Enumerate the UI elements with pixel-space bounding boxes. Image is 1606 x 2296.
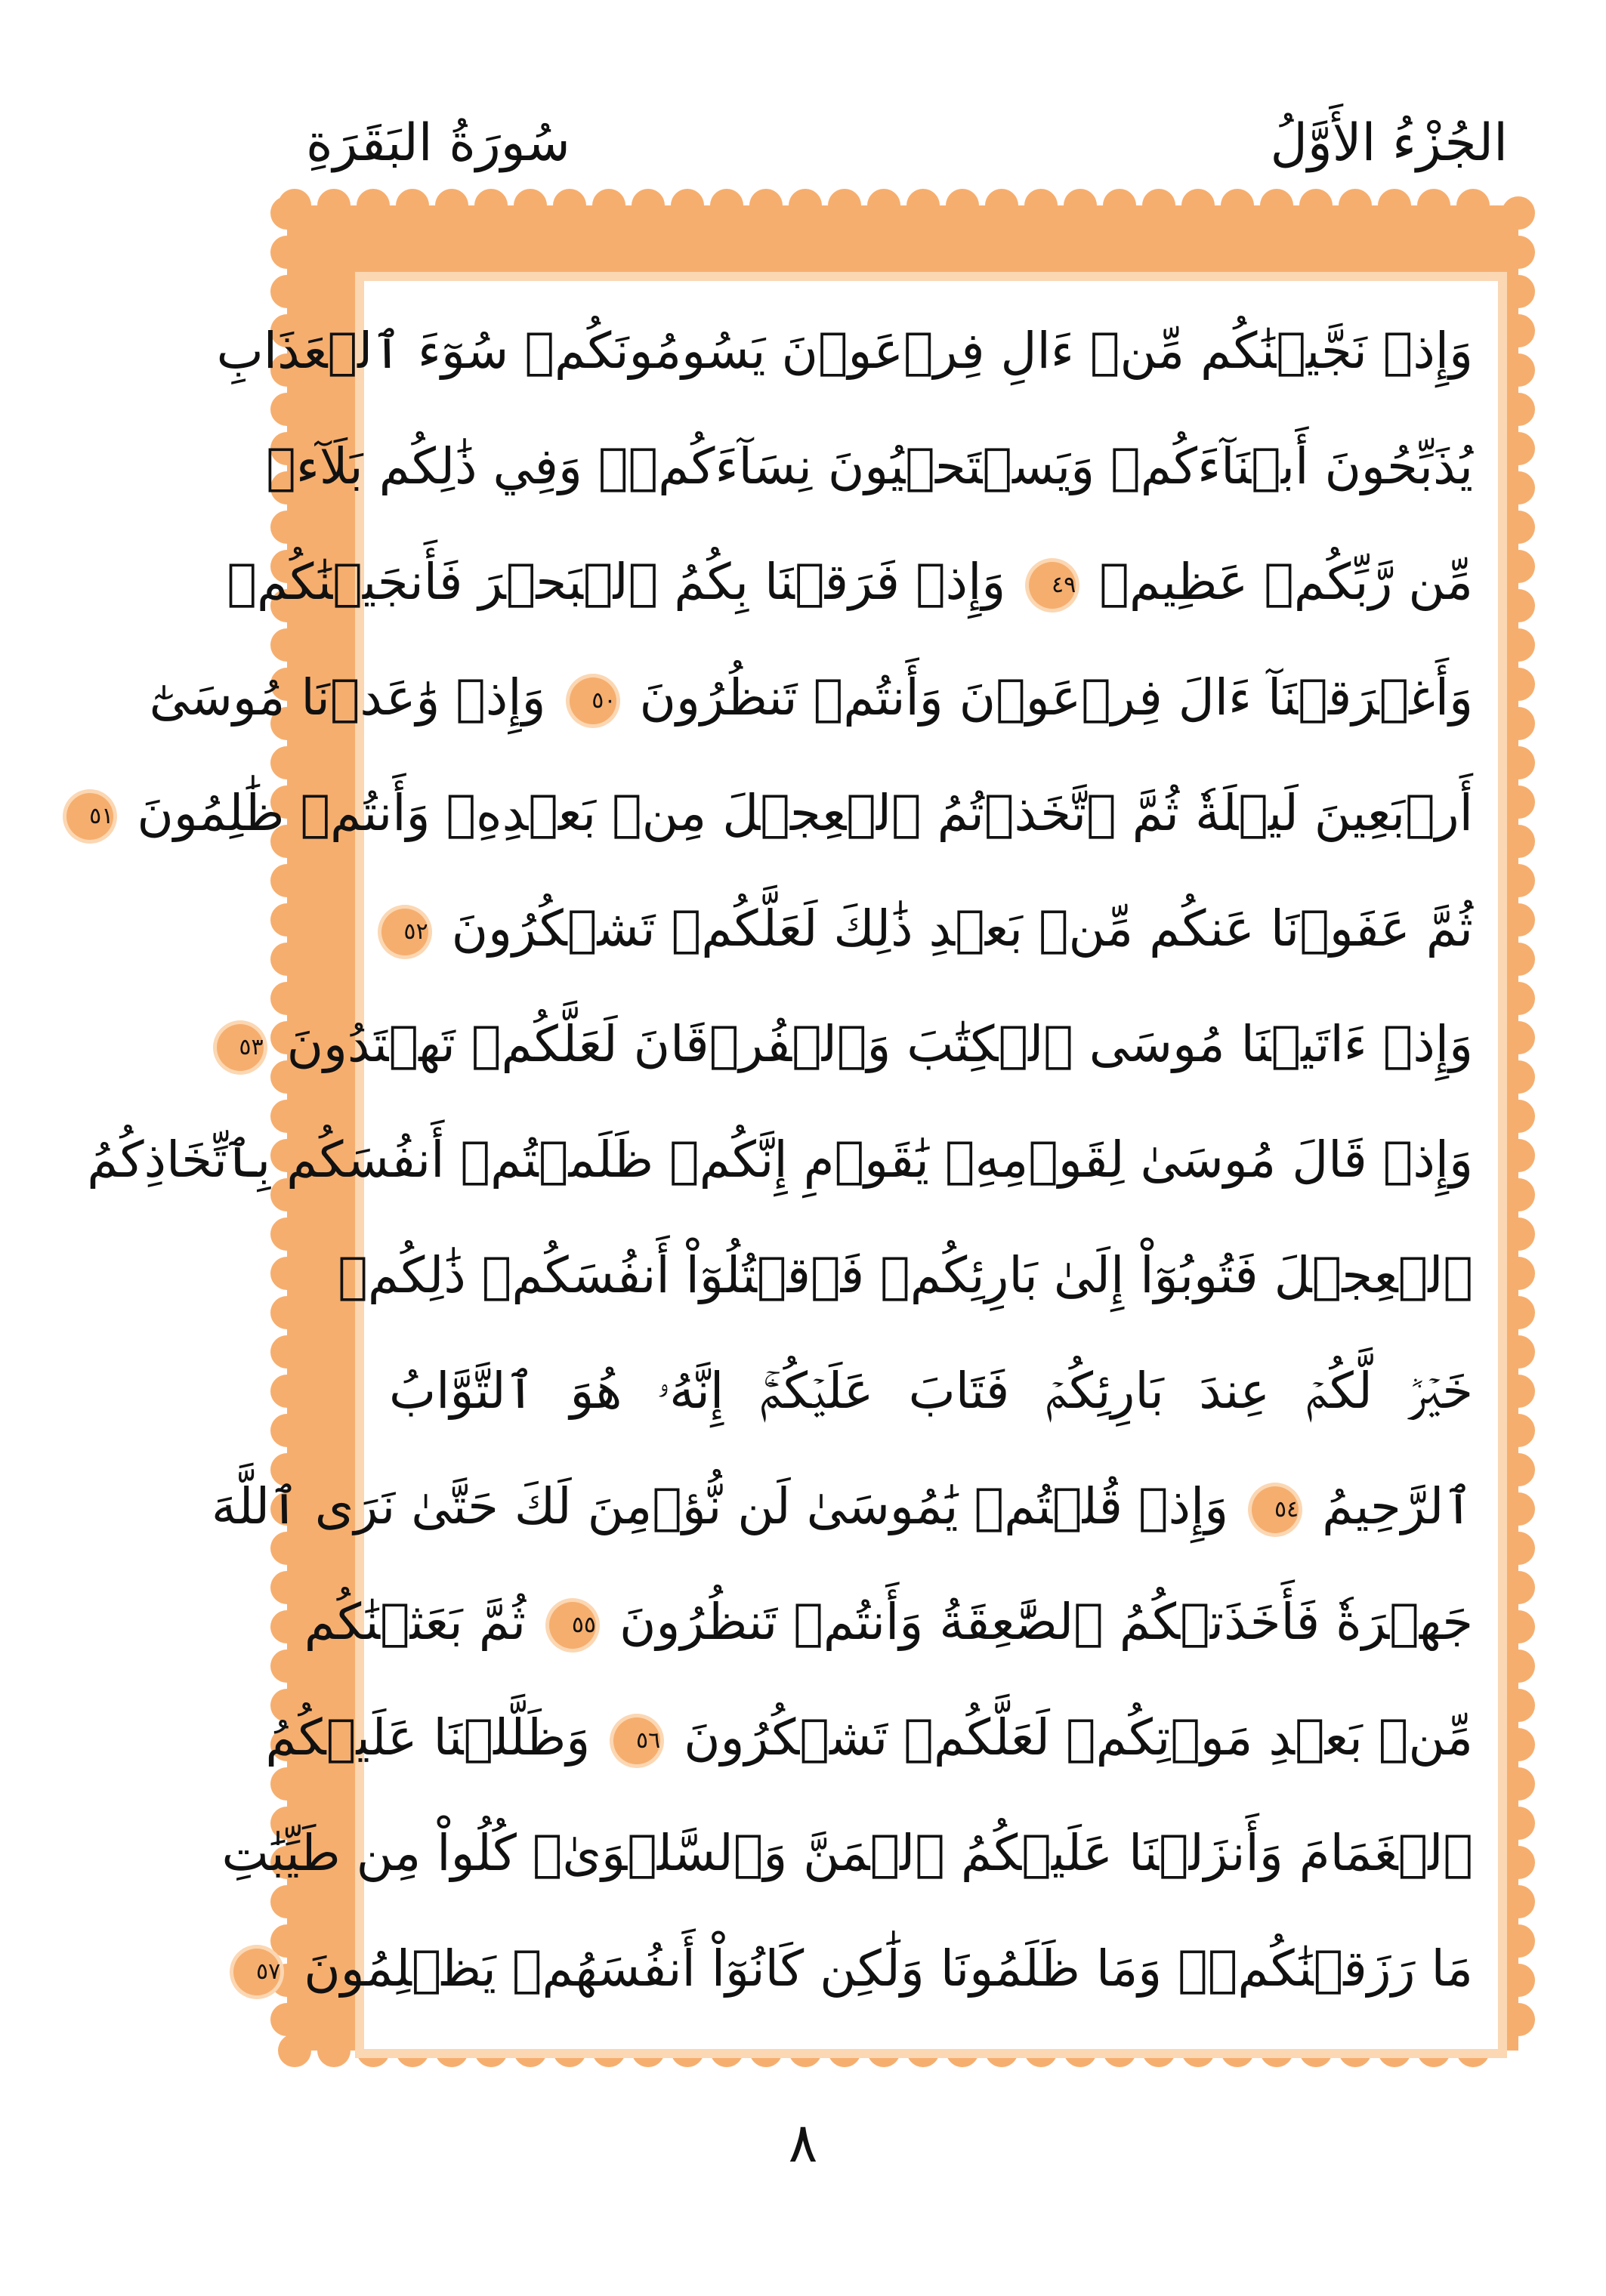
frame-scallop [592,189,625,222]
surah-title: سُورَةُ البَقَرَةِ [306,113,570,173]
verse-text: ثُمَّ بَعَثۡنَٰكُم [304,1593,527,1651]
frame-scallop [317,189,351,222]
text-line [89,761,1473,866]
text-line [221,1801,1473,1906]
frame-scallop [474,189,508,222]
frame-scallop [270,864,304,897]
frame-scallop [1299,189,1333,222]
frame-scallop [906,189,940,222]
frame-scallop [1221,189,1254,222]
frame-scallop [357,189,390,222]
ayah-number-marker: ٥٣ [217,1024,264,1071]
verse-text: وَإِذۡ فَرَقۡنَا بِكُمُ ٱلۡبَحۡرَ فَأَنجَيۡنَٰكُمۡ [227,553,1006,611]
frame-scallop [270,943,304,976]
juz-title: الجُزْءُ الأَوَّلُ [1270,113,1508,173]
verse-text: وَإِذۡ ءَاتَيۡنَا مُوسَى ٱلۡكِتَٰبَ وَٱلۡفُرۡقَانَ لَعَلَّكُمۡ تَهۡتَدُونَ [286,1015,1473,1073]
frame-scallop [270,236,304,269]
frame-scallop [710,189,743,222]
frame-scallop [1103,189,1136,222]
ayah-number-marker: ٥٤ [1252,1486,1299,1533]
text-line [389,876,1473,982]
verse-text: مِّن رَّبِّكُمۡ عَظِيمٞ [1099,553,1473,611]
text-line [239,992,1473,1097]
frame-scallop [317,2034,351,2067]
ayah-number-marker: ٥٢ [381,909,428,955]
text-line [389,1338,1473,1444]
ayah-number-marker: ٤٩ [1029,562,1076,609]
frame-scallop [270,1571,304,1604]
verse-text: وَإِذۡ قَالَ مُوسَىٰ لِقَوۡمِهِۦ يَٰقَوۡمِ إِنَّكُمۡ ظَلَمۡتُمۡ أَنفُسَكُم بِٱتِّخَاذِكُمُ [87,1131,1473,1189]
frame-scallop [270,1414,304,1447]
ayah-number-marker: ٥٦ [613,1717,660,1764]
verse-text: ٱلۡعِجۡلَ فَتُوبُوٓاْ إِلَىٰ بَارِئِكُمۡ فَٱقۡتُلُوٓاْ أَنفُسَكُمۡ ذَٰلِكُمۡ [338,1246,1473,1304]
ayah-number-marker: ٥٧ [233,1949,280,1995]
page-number: ٨ [788,2111,818,2174]
frame-scallop [1378,189,1411,222]
frame-scallop [270,1217,304,1251]
frame-scallop [749,189,783,222]
frame-scallop [985,189,1018,222]
frame-scallop [867,189,900,222]
verse-text: جَهۡرَةٗ فَأَخَذَتۡكُمُ ٱلصَّٰعِقَةُ وَأَنتُمۡ تَنظُرُونَ [619,1593,1473,1651]
verse-text: وَإِذۡ وَٰعَدۡنَا مُوسَىٰٓ [149,668,546,727]
ayah-number-marker: ٥١ [66,793,113,840]
verse-text: يُذَبِّحُونَ أَبۡنَآءَكُمۡ وَيَسۡتَحۡيُونَ نِسَآءَكُمۡۚ وَفِي ذَٰلِكُم بَلَآءٞ [266,437,1473,495]
frame-scallop [435,189,468,222]
frame-scallop [270,1375,304,1408]
frame-scallop [1142,189,1175,222]
frame-scallop [396,189,429,222]
text-line [216,298,1473,404]
verse-text: وَأَغۡرَقۡنَآ ءَالَ فِرۡعَوۡنَ وَأَنتُمۡ تَنظُرُونَ [639,668,1473,727]
frame-scallop [270,1649,304,1683]
verse-text: وَإِذۡ نَجَّيۡنَٰكُم مِّنۡ ءَالِ فِرۡعَوۡنَ يَسُومُونَكُمۡ سُوٓءَ ٱلۡعَذَابِ [216,322,1473,380]
frame-scallop [1024,189,1058,222]
frame-scallop [1502,196,1535,230]
text-line [87,1107,1473,1213]
frame-scallop [828,189,861,222]
frame-scallop [270,903,304,937]
frame-scallop [270,196,304,230]
text-line [266,414,1473,520]
verse-text: خَيۡرٞ لَّكُمۡ عِندَ بَارِئِكُمۡ فَتَابَ عَلَيۡكُمۡۚ إِنَّهُۥ هُوَ ٱلتَّوَّابُ [389,1362,1473,1420]
text-line [211,1454,1473,1560]
frame-scallop [789,189,822,222]
frame-scallop [553,189,586,222]
text-line [338,1223,1473,1329]
frame-scallop [1260,189,1293,222]
frame-scallop [632,189,665,222]
frame-scallop [1456,189,1490,222]
frame-scallop [1502,236,1535,269]
verse-text: أَرۡبَعِينَ لَيۡلَةٗ ثُمَّ ٱتَّخَذۡتُمُ ٱلۡعِجۡلَ مِنۢ بَعۡدِهِۦ وَأَنتُمۡ ظَٰلِمُونَ [137,784,1473,842]
frame-scallop [270,1257,304,1290]
quran-text-block [87,298,1481,2032]
verse-text: مِّنۢ بَعۡدِ مَوۡتِكُمۡ لَعَلَّكُمۡ تَشۡكُرُونَ [684,1708,1473,1767]
text-line [304,1569,1473,1675]
frame-scallop [270,1610,304,1643]
verse-text: ٱلۡغَمَامَ وَأَنزَلۡنَا عَلَيۡكُمُ ٱلۡمَنَّ وَٱلسَّلۡوَىٰۖ كُلُواْ مِن طَيِّبَٰتِ [221,1824,1473,1882]
verse-text: وَظَلَّلۡنَا عَلَيۡكُمُ [265,1708,591,1767]
frame-scallop [514,189,547,222]
verse-text: وَإِذۡ قُلۡتُمۡ يَٰمُوسَىٰ لَن نُّؤۡمِنَ لَكَ حَتَّىٰ نَرَى ٱللَّهَ [211,1477,1229,1535]
frame-scallop [671,189,704,222]
frame-scallop [1339,189,1372,222]
verse-text: مَا رَزَقۡنَٰكُمۡۚ وَمَا ظَلَمُونَا وَلَٰكِن كَانُوٓاْ أَنفُسَهُمۡ يَظۡلِمُونَ [304,1940,1473,1998]
verse-text: ثُمَّ عَفَوۡنَا عَنكُم مِّنۢ بَعۡدِ ذَٰلِكَ لَعَلَّكُمۡ تَشۡكُرُونَ [451,900,1473,958]
ayah-number-marker: ٥٠ [570,677,616,724]
verse-text: ٱلرَّحِيمُ [1322,1477,1473,1535]
frame-scallop [1064,189,1097,222]
frame-scallop [278,2034,311,2067]
text-line [256,1916,1473,2022]
frame-scallop [270,1296,304,1329]
frame-scallop [1181,189,1215,222]
frame-scallop [946,189,979,222]
frame-scallop [270,1335,304,1369]
frame-scallop [1417,189,1450,222]
text-line [227,529,1473,635]
text-line [265,1685,1473,1791]
text-line [149,645,1473,751]
ayah-number-marker: ٥٥ [549,1602,596,1649]
